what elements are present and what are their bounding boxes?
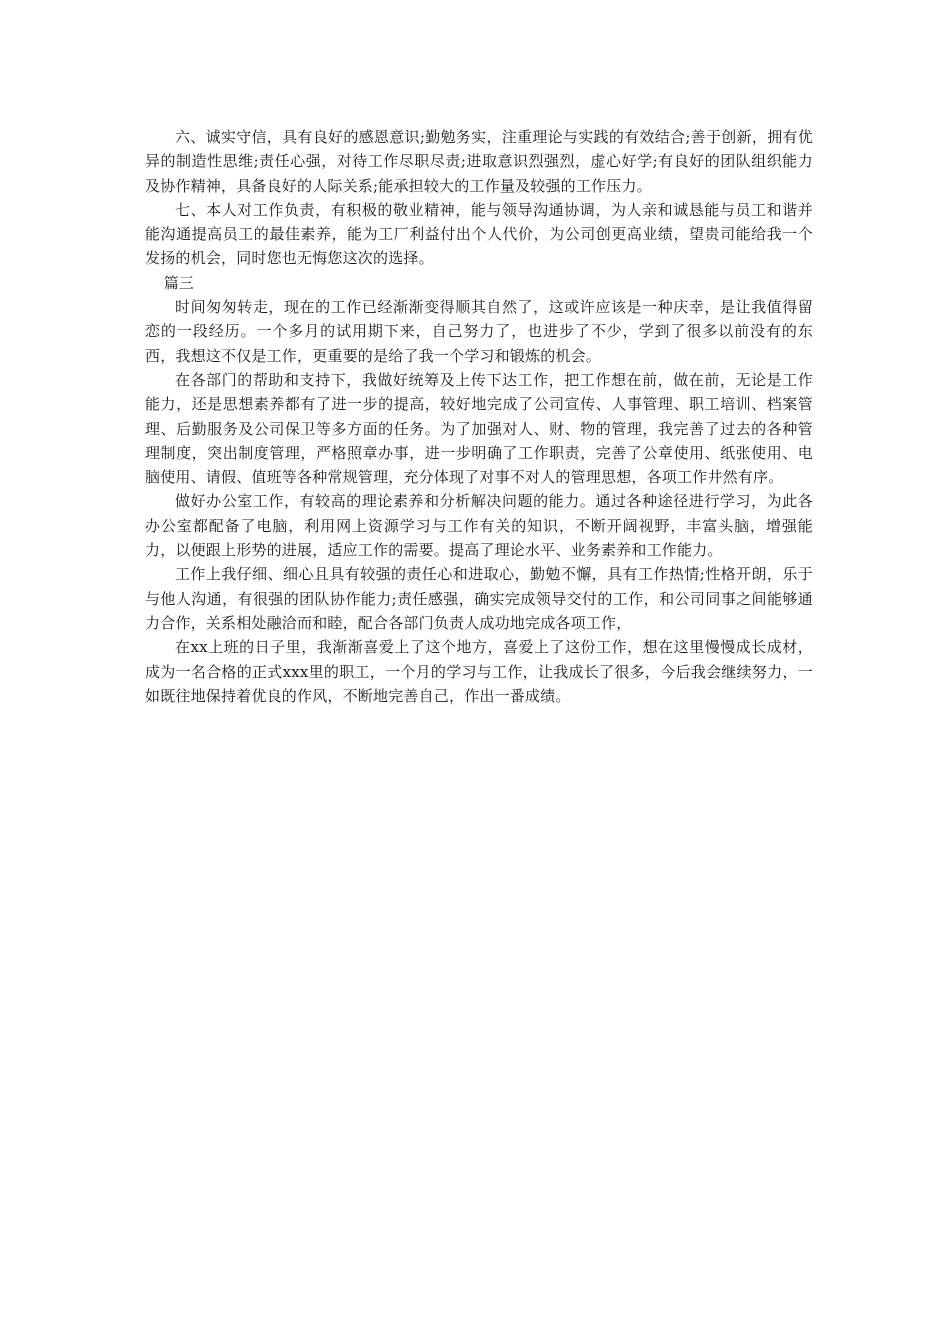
- paragraph-time-passes: 时间匆匆转走，现在的工作已经渐渐变得顺其自然了，这或许应该是一种庆幸，是让我值得留恋的一段经历。一个多月的试用期下来，自己努力了，也进步了不少，学到了很多以前没有的东西，我想这不仅是工作，更重要的是给了我一个学习和锻炼的机会。: [145, 298, 813, 365]
- paragraph-responsibility: 七、本人对工作负责，有积极的敬业精神，能与领导沟通协调，为人亲和诚恳能与员工和谐并能沟通提高员工的最佳素养，能为工厂利益付出个人代价，为公司创更高业绩，望贵司能给我一个发扬的机会，同时您也无悔您这次的选择。: [145, 200, 813, 268]
- section-heading: 篇三: [163, 273, 194, 292]
- paragraph-integrity: 六、诚实守信，具有良好的感恩意识;勤勉务实，注重理论与实践的有效结合;善于创新，拥有优异的制造性思维;责任心强，对待工作尽职尽责;进取意识烈强烈，虚心好学;有良好的团队组织能力及协作精神，具备良好的人际关系;能承担较大的工作量及较强的工作压力。: [145, 128, 813, 195]
- paragraph-conclusion: 在xx上班的日子里，我渐渐喜爱上了这个地方，喜爱上了这份工作，想在这里慢慢成长成材，成为一名合格的正式xxx里的职工，一个月的学习与工作，让我成长了很多，今后我会继续努力，一如既往地保持着优良的作风，不断地完善自己，作出一番成绩。: [145, 638, 813, 705]
- paragraph-work-attitude: 工作上我仔细、细心且具有较强的责任心和进取心，勤勉不懈，具有工作热情;性格开朗，乐于与他人沟通，有很强的团队协作能力;责任感强，确实完成领导交付的工作，和公司同事之间能够通力合作，关系相处融洽而和睦，配合各部门负责人成功地完成各项工作，: [145, 565, 813, 632]
- paragraph-departments: 在各部门的帮助和支持下，我做好统筹及上传下达工作，把工作想在前，做在前，无论是工作能力，还是思想素养都有了进一步的提高，较好地完成了公司宣传、人事管理、职工培训、档案管理、后勤服务及公司保卫等多方面的任务。为了加强对人、财、物的管理，我完善了过去的各种管理制度，突出制度管理，严格照章办事，进一步明确了工作职责，完善了公章使用、纸张使用、电脑使用、请假、值班等各种常规管理，充分体现了对事不对人的管理思想，各项工作井然有序。: [145, 370, 813, 487]
- paragraph-office-work: 做好办公室工作，有较高的理论素养和分析解决问题的能力。通过各种途径进行学习，为此各办公室都配备了电脑，利用网上资源学习与工作有关的知识，不断开阔视野，丰富头脑，增强能力，以便跟上形势的进展，适应工作的需要。提高了理论水平、业务素养和工作能力。: [145, 492, 813, 560]
- document-page: [145, 125, 813, 708]
